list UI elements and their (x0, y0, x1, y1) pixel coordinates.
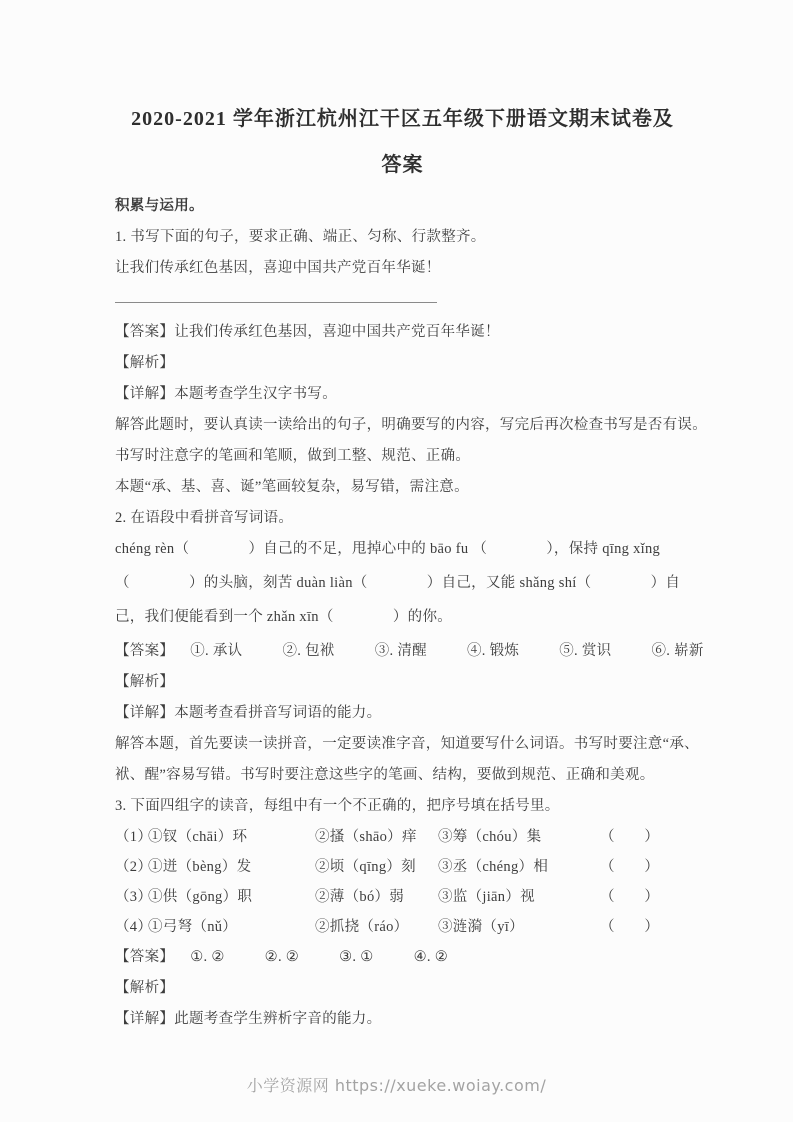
q3-row-number: （2） (115, 859, 153, 875)
q3-row-number: （3） (115, 889, 153, 905)
q3-row-4 (115, 919, 690, 935)
q2-prompt: 2. 在语段中看拼音写词语。 (115, 510, 294, 526)
q1-prompt: 1. 书写下面的句子，要求正确、端正、匀称、行款整齐。 (115, 229, 486, 245)
q1-explain-line: 书写时注意字的笔画和笔顺，做到工整、规范、正确。 (115, 448, 471, 464)
q3-option: ②搔（shāo）痒 (315, 829, 417, 845)
q3-row-3 (115, 889, 690, 905)
q3-answer-bracket: （ ） (600, 859, 660, 875)
q3-option: ③监（jiān）视 (438, 889, 535, 905)
q3-option: ②薄（bó）弱 (315, 889, 405, 905)
q3-option: ①钗（chāi）环 (148, 829, 248, 845)
q3-option: ③丞（chéng）相 (438, 859, 549, 875)
q3-answer-item: ③. ① (339, 949, 374, 965)
q3-option: ②顷（qīng）刻 (315, 859, 416, 875)
q3-option: ③涟漪（yī） (438, 919, 524, 935)
q3-prompt: 3. 下面四组字的读音，每组中有一个不正确的，把序号填在括号里。 (115, 798, 560, 814)
q3-option: ①供（gōng）职 (148, 889, 253, 905)
document-body (115, 96, 707, 1042)
section-heading: 积累与运用。 (115, 198, 204, 214)
q3-answer-bracket: （ ） (600, 829, 660, 845)
q2-detail: 【详解】本题考查看拼音写词语的能力。 (115, 705, 382, 721)
q3-option: ①迸（bèng）发 (148, 859, 252, 875)
q2-answer-item: ⑥. 崭新 (651, 643, 704, 659)
q2-answer-row (115, 643, 704, 659)
q3-answer-row (115, 949, 690, 965)
q3-analysis-label: 【解析】 (115, 980, 175, 996)
q2-passage-line: 己，我们便能看到一个 zhǎn xīn（ ）的你。 (115, 609, 453, 625)
q3-answer-item: ④. ② (413, 949, 449, 965)
q1-sentence: 让我们传承红色基因，喜迎中国共产党百年华诞！ (115, 260, 441, 276)
q3-row-2 (115, 859, 690, 875)
q3-option: ①弓弩（nǔ） (148, 919, 238, 935)
title-line-1: 2020-2021 学年浙江杭州江干区五年级下册语文期末试卷及 (131, 108, 674, 130)
q3-answer-bracket: （ ） (600, 889, 660, 905)
q1-detail: 【详解】本题考查学生汉字书写。 (115, 386, 337, 402)
q2-answer-item: ③. 清醒 (374, 643, 427, 659)
q2-passage-line: （ ）的头脑，刻苦 duàn liàn（ ）自己，又能 shǎng shí（ ）自 (115, 575, 681, 591)
document-title (115, 96, 690, 188)
q2-answer-item: ⑤. 赏识 (559, 643, 612, 659)
q3-option: ②抓挠（ráo） (315, 919, 409, 935)
q1-analysis-label: 【解析】 (115, 355, 175, 371)
q3-answer-label: 【答案】 (115, 949, 175, 965)
q1-answer-blank-line (115, 302, 437, 303)
q1-explain-line: 解答此题时，要认真读一读给出的句子，明确要写的内容，写完后再次检查书写是否有误。 (115, 417, 707, 433)
q2-answer-item: ①. 承认 (190, 643, 243, 659)
q2-analysis-label: 【解析】 (115, 674, 175, 690)
q3-row-number: （4） (115, 919, 153, 935)
q3-detail: 【详解】此题考查学生辨析字音的能力。 (115, 1011, 382, 1027)
q2-explain-line: 袱、醒”容易写错。书写时要注意这些字的笔画、结构，要做到规范、正确和美观。 (115, 767, 655, 783)
q3-answer-item: ①. ② (190, 949, 225, 965)
q1-answer: 【答案】让我们传承红色基因，喜迎中国共产党百年华诞！ (115, 324, 500, 340)
page-footer (0, 1073, 793, 1096)
q3-row-1 (115, 829, 690, 845)
q3-answer-item: ②. ② (264, 949, 300, 965)
footer-link[interactable]: 小学资源网 https://xueke.woiay.com/ (246, 1076, 547, 1095)
q3-answer-bracket: （ ） (600, 919, 660, 935)
q2-answer-item: ④. 锻炼 (466, 643, 520, 659)
q3-row-number: （1） (115, 829, 153, 845)
q1-explain-line: 本题“承、基、喜、诞”笔画较复杂，易写错，需注意。 (115, 479, 469, 495)
title-line-2: 答案 (381, 154, 424, 176)
q2-explain-line: 解答本题，首先要读一读拼音，一定要读准字音，知道要写什么词语。书写时要注意“承、 (115, 736, 699, 752)
q3-option: ③筹（chóu）集 (438, 829, 542, 845)
q2-answer-label: 【答案】 (115, 643, 175, 659)
q2-passage-line: chéng rèn（ ）自己的不足，甩掉心中的 bāo fu （ ），保持 qīng xǐng (115, 541, 661, 557)
q2-answer-item: ②. 包袱 (282, 643, 335, 659)
